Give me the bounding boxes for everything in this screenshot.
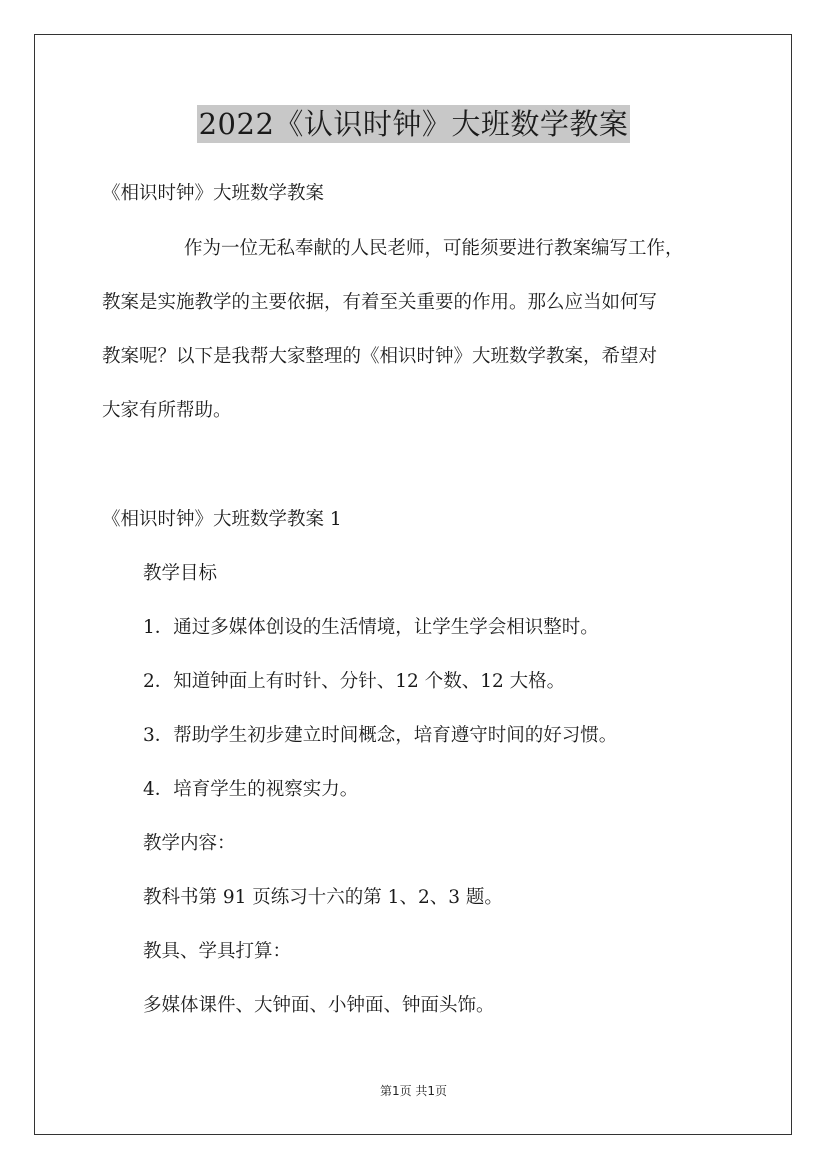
goal-item-3: 3．帮助学生初步建立时间概念，培育遵守时间的好习惯。 — [143, 725, 618, 746]
intro-line-4: 大家有所帮助。 — [102, 400, 232, 421]
content-heading: 教学内容： — [143, 833, 236, 854]
goal-item-4: 4．培育学生的视察实力。 — [143, 779, 359, 800]
section-title: 《相识时钟》大班数学教案 1 — [102, 509, 342, 530]
tools-heading: 教具、学具打算： — [143, 941, 292, 962]
document-subtitle: 《相识时钟》大班数学教案 — [102, 183, 325, 204]
goals-heading: 教学目标 — [143, 563, 218, 584]
goal-item-2: 2．知道钟面上有时针、分针、12 个数、12 大格。 — [143, 671, 566, 692]
document-title-text: 2022《认识时钟》大班数学教案 — [198, 107, 629, 141]
tools-text: 多媒体课件、大钟面、小钟面、钟面头饰。 — [143, 995, 495, 1016]
page-number: 第1页 共1页 — [379, 1084, 448, 1098]
goal-item-1: 1．通过多媒体创设的生活情境，让学生学会相识整时。 — [143, 617, 599, 638]
intro-line-2: 教案是实施教学的主要依据，有着至关重要的作用。那么应当如何写 — [102, 292, 658, 313]
content-text: 教科书第 91 页练习十六的第 1、2、3 题。 — [143, 887, 503, 908]
intro-line-3: 教案呢？以下是我帮大家整理的《相识时钟》大班数学教案，希望对 — [102, 346, 658, 367]
page-footer — [0, 1083, 827, 1099]
document-title — [0, 104, 827, 143]
intro-line-1: 作为一位无私奉献的人民老师，可能须要进行教案编写工作， — [184, 238, 684, 259]
